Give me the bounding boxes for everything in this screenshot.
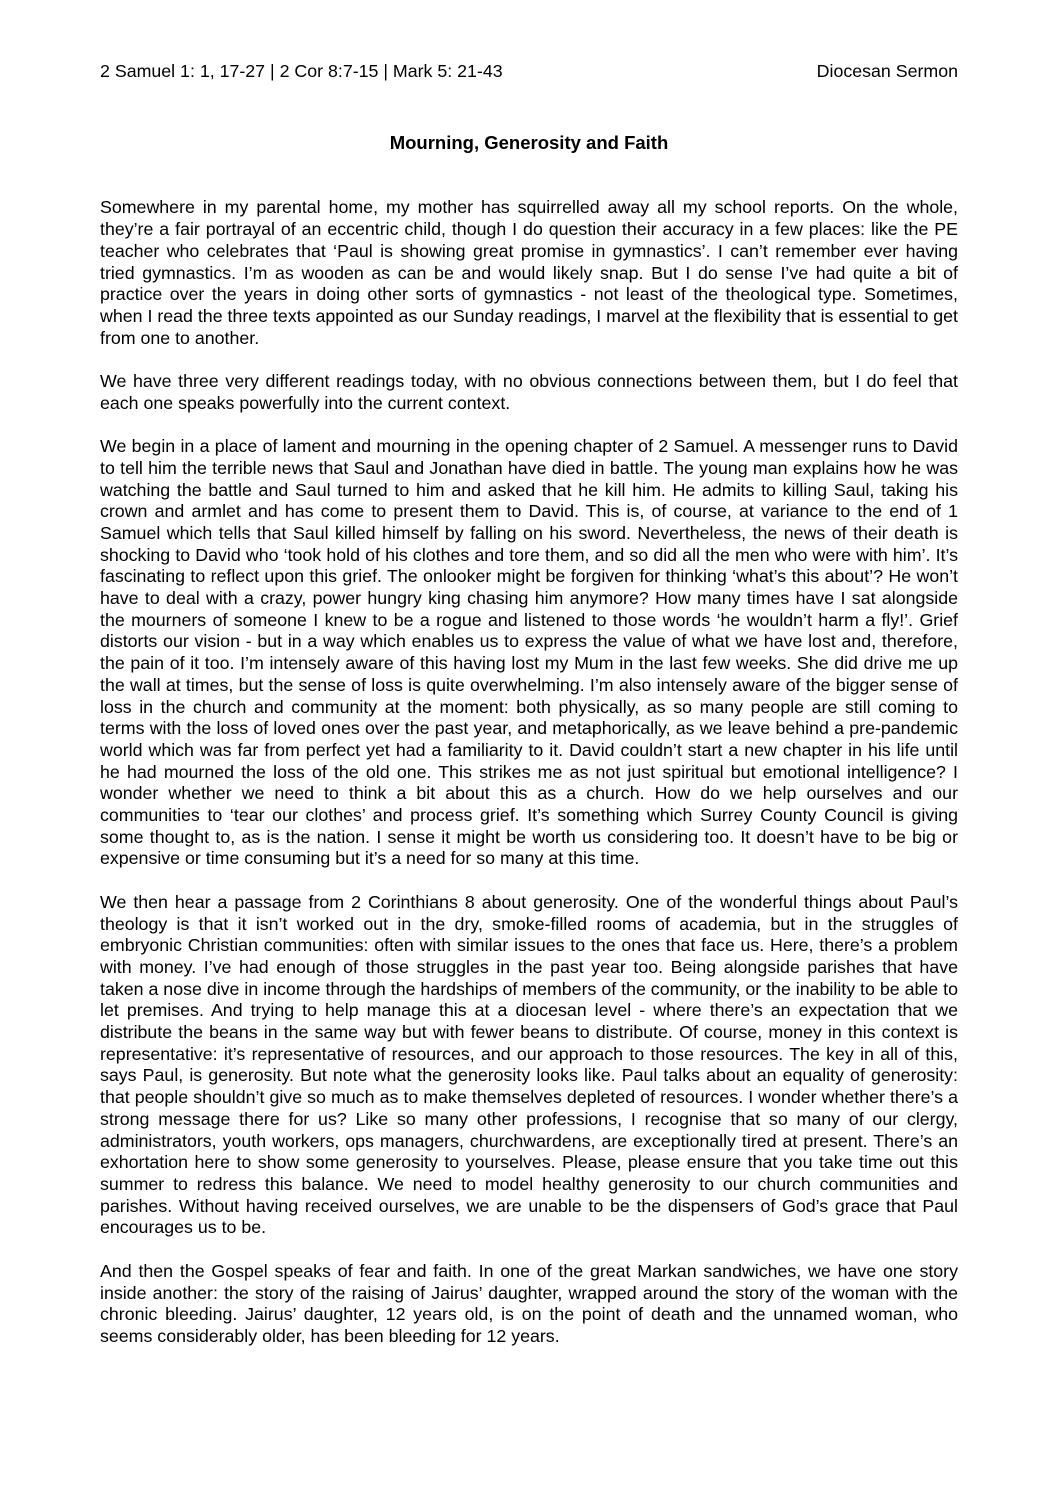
sermon-title: Mourning, Generosity and Faith [389, 131, 669, 153]
page-header [100, 61, 958, 83]
sermon-body [100, 197, 958, 1347]
paragraph-faith: And then the Gospel speaks of fear and faith. In one of the great Markan sandwiches, we have one story inside another: the story of the raising of Jairus’ daughter, wrapped around the story of the woman with the chronic bleeding. Jairus’ daughter, 12 years old, is on the point of death and the unnamed woman, who seems considerably older, has been bleeding for 12 years. [100, 1260, 958, 1346]
header-doc-label: Diocesan Sermon [816, 61, 958, 81]
paragraph-intro: Somewhere in my parental home, my mother has squirrelled away all my school reports. On the whole, they’re a fair portrayal of an eccentric child, though I do question their accuracy in a few places: like the PE teacher who celebrates that ‘Paul is showing great promise in gymnastics’. I can’t remember ever having tried gymnastics. I’m as wooden as can be and would likely snap. But I do sense I’ve had quite a bit of practice over the years in doing other sorts of gymnastics - not least of the theological type. Sometimes, when I read the three texts appointed as our Sunday readings, I marvel at the flexibility that is essential to get from one to another. [100, 197, 958, 348]
header-readings: 2 Samuel 1: 1, 17-27 | 2 Cor 8:7-15 | Mark 5: 21-43 [100, 61, 503, 81]
paragraph-readings-overview: We have three very different readings today, with no obvious connections between them, but I do feel that each one speaks powerfully into the current context. [100, 371, 958, 413]
paragraph-mourning: We begin in a place of lament and mourning in the opening chapter of 2 Samuel. A messenger runs to David to tell him the terrible news that Saul and Jonathan have died in battle. The young man explains how he was watching the battle and Saul turned to him and asked that he kill him. He admits to killing Saul, taking his crown and armlet and has come to present them to David. This is, of course, at variance to the end of 1 Samuel which tells that Saul killed himself by falling on his sword. Nevertheless, the news of their death is shocking to David who ‘took hold of his clothes and tore them, and so did all the men who were with him’. It’s fascinating to reflect upon this grief. The onlooker might be forgiven for thinking ‘what’s this about’? He won’t have to deal with a crazy, power hungry king chasing him anymore? How many times have I sat alongside the mourners of someone I knew to be a rogue and listened to those words ‘he wouldn’t harm a fly!’. Grief distorts our vision - but in a way which enables us to express the value of what we have lost and, therefore, the pain of it too. I’m intensely aware of this having lost my Mum in the last few weeks. She did drive me up the wall at times, but the sense of loss is quite overwhelming. I’m also intensely aware of the bigger sense of loss in the church and community at the moment: both physically, as so many people are still coming to terms with the loss of loved ones over the past year, and metaphorically, as we leave behind a pre-pandemic world which was far from perfect yet had a familiarity to it. David couldn’t start a new chapter in his life until he had mourned the loss of the old one. This strikes me as not just spiritual but emotional intelligence? I wonder whether we need to think a bit about this as a church. How do we help ourselves and our communities to ‘tear our clothes’ and process grief. It’s something which Surrey County Council is giving some thought to, as is the nation. I sense it might be worth us considering too. It doesn’t have to be big or expensive or time consuming but it’s a need for so many at this time. [100, 436, 958, 869]
paragraph-generosity: We then hear a passage from 2 Corinthians 8 about generosity. One of the wonderful things about Paul’s theology is that it isn’t worked out in the dry, smoke-filled rooms of academia, but in the struggles of embryonic Christian communities: often with similar issues to the ones that face us. Here, there’s a problem with money. I’ve had enough of those struggles in the past year too. Being alongside parishes that have taken a nose dive in income through the hardships of members of the community, or the inability to be able to let premises. And trying to help manage this at a diocesan level - where there’s an expectation that we distribute the beans in the same way but with fewer beans to distribute. Of course, money in this context is representative: it’s representative of resources, and our approach to those resources. The key in all of this, says Paul, is generosity. But note what the generosity looks like. Paul talks about an equality of generosity: that people shouldn’t give so much as to make themselves depleted of resources. I wonder whether there’s a strong message there for us? Like so many other professions, I recognise that so many of our clergy, administrators, youth workers, ops managers, churchwardens, are exceptionally tired at present. There’s an exhortation here to show some generosity to yourselves. Please, please ensure that you take time out this summer to redress this balance. We need to model healthy generosity to our church communities and parishes. Without having received ourselves, we are unable to be the dispensers of God’s grace that Paul encourages us to be. [100, 891, 958, 1238]
